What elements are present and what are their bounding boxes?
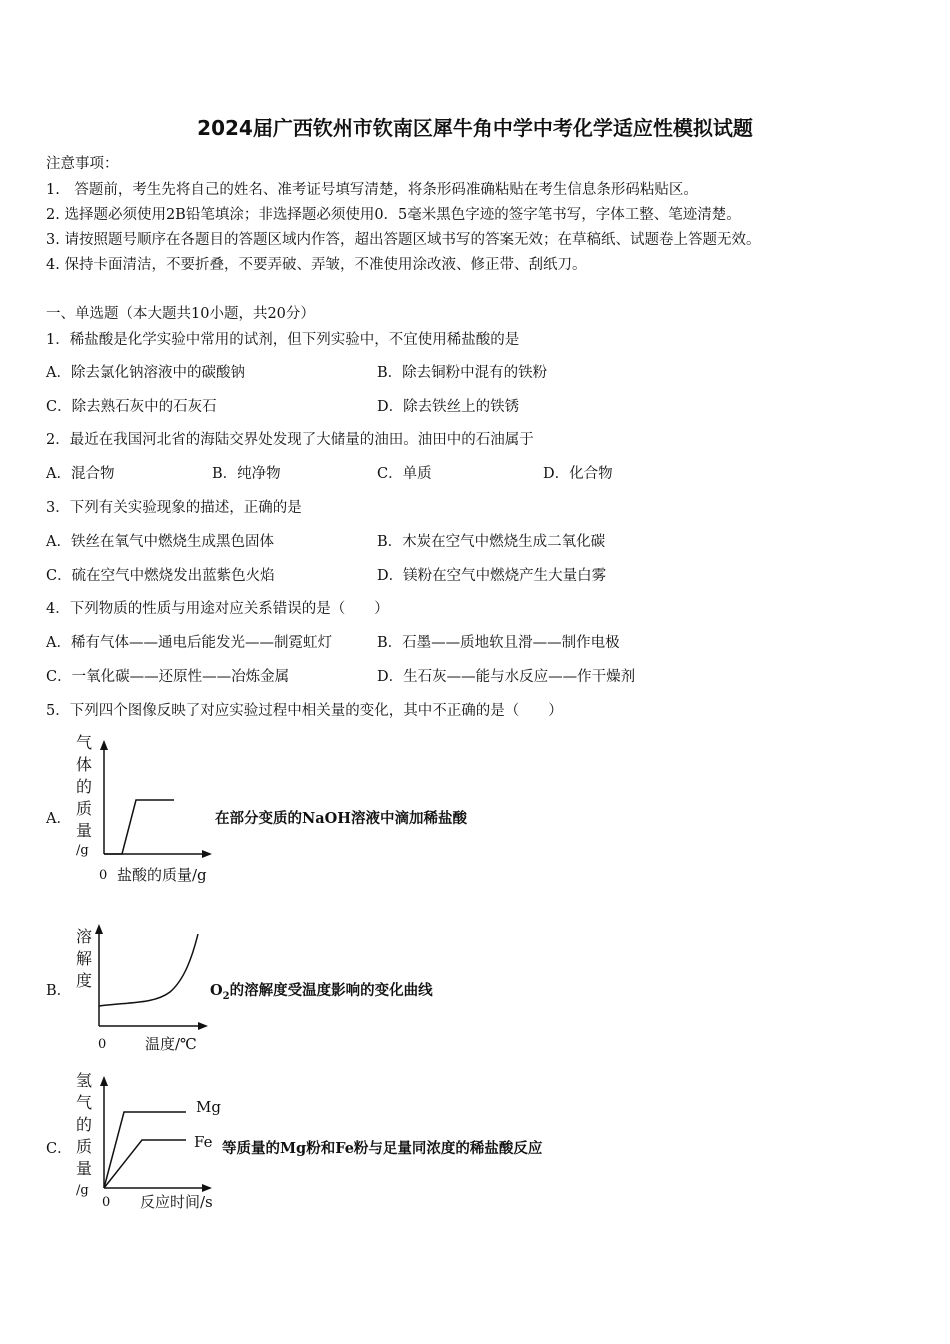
option: A．铁丝在氧气中燃烧生成黑色固体 — [46, 534, 274, 550]
graph-a-label: A． — [46, 811, 71, 827]
option: B．石墨——质地软且滑——制作电极 — [377, 635, 620, 651]
graph-b-ylabel-char: 溶 — [76, 927, 93, 946]
graph-a-ylabel-char: 质 — [76, 799, 93, 818]
option: D．除去铁丝上的铁锈 — [377, 399, 520, 415]
graph-a-curve — [104, 800, 174, 854]
notice-item: 4. 保持卡面清洁，不要折叠，不要弄破、弄皱，不准使用涂改液、修正带、刮纸刀。 — [46, 257, 587, 273]
option: B．纯净物 — [212, 466, 281, 482]
graph-b-description — [210, 979, 433, 1002]
graph-a-x-arrow — [202, 850, 212, 858]
graph-c-series-label-fe: Fe — [194, 1133, 213, 1151]
graph-a — [70, 728, 230, 888]
option: A．除去氯化钠溶液中的碳酸钠 — [46, 365, 245, 381]
graph-a-xlabel: 盐酸的质量/g — [117, 866, 207, 884]
graph-a-ylabel-char: 的 — [76, 777, 93, 796]
graph-b-desc-sub: 2 — [222, 990, 230, 1002]
page-title: 2024届广西钦州市钦南区犀牛角中学中考化学适应性模拟试题 — [197, 116, 753, 140]
graph-b-curve — [99, 934, 198, 1006]
option: A．混合物 — [46, 466, 115, 482]
notice-item: 3. 请按照题号顺序在各题目的答题区域内作答，超出答题区域书写的答案无效；在草稿纸、试题卷上答题无效。 — [46, 232, 761, 248]
question-stem: 1．稀盐酸是化学实验中常用的试剂，但下列实验中，不宜使用稀盐酸的是 — [46, 332, 520, 348]
graph-b-ylabel-char: 度 — [76, 971, 93, 990]
option: D．化合物 — [543, 466, 613, 482]
graph-b-y-arrow — [95, 924, 103, 934]
graph-c-curve-fe — [104, 1140, 186, 1188]
graph-a-ylabel-char: /g — [76, 843, 89, 858]
graph-b-desc-rest: 的溶解度受温度影响的变化曲线 — [229, 982, 433, 999]
question-stem: 5．下列四个图像反映了对应实验过程中相关量的变化，其中不正确的是（ ） — [46, 703, 563, 719]
graph-b-label: B． — [46, 983, 72, 999]
graph-c-label: C． — [46, 1141, 72, 1157]
notice-item: 1. 答题前，考生先将自己的姓名、准考证号填写清楚，将条形码准确粘贴在考生信息条形码粘贴区。 — [46, 182, 698, 198]
question-stem: 2．最近在我国河北省的海陆交界处发现了大储量的油田。油田中的石油属于 — [46, 432, 534, 448]
graph-a-y-arrow — [100, 740, 108, 750]
option: C．除去熟石灰中的石灰石 — [46, 399, 217, 415]
option: B．木炭在空气中燃烧生成二氧化碳 — [377, 534, 606, 550]
graph-c-y-arrow — [100, 1076, 108, 1086]
graph-a-ylabel-char: 量 — [76, 821, 93, 840]
graph-c-ylabel-char: 的 — [76, 1115, 93, 1134]
graph-c-xlabel: 反应时间/s — [140, 1193, 213, 1211]
notice-item: 2. 选择题必须使用2B铅笔填涂；非选择题必须使用0．5毫米黑色字迹的签字笔书写，字体工整、笔迹清楚。 — [46, 207, 741, 223]
graph-c-x-arrow — [202, 1184, 212, 1192]
option: D．镁粉在空气中燃烧产生大量白雾 — [377, 568, 607, 584]
graph-c-ylabel-char: /g — [76, 1183, 89, 1198]
notice-heading: 注意事项： — [46, 156, 119, 172]
graph-b-x-arrow — [198, 1022, 208, 1030]
graph-b-xlabel: 温度/℃ — [145, 1035, 197, 1053]
graph-c-ylabel-char: 氢 — [76, 1071, 93, 1090]
graph-c-description: 等质量的Mg粉和Fe粉与足量同浓度的稀盐酸反应 — [222, 1140, 543, 1157]
graph-c-ylabel-char: 质 — [76, 1137, 93, 1156]
graph-b-desc-o: O — [210, 982, 223, 999]
option: C．硫在空气中燃烧发出蓝紫色火焰 — [46, 568, 275, 584]
option: B．除去铜粉中混有的铁粉 — [377, 365, 548, 381]
option: A．稀有气体——通电后能发光——制霓虹灯 — [46, 635, 332, 651]
graph-c-origin: 0 — [102, 1195, 111, 1210]
question-stem: 4．下列物质的性质与用途对应关系错误的是（ ） — [46, 601, 389, 617]
graph-c-curve-mg — [104, 1112, 186, 1188]
graph-a-description: 在部分变质的NaOH溶液中滴加稀盐酸 — [215, 810, 467, 827]
question-stem: 3．下列有关实验现象的描述，正确的是 — [46, 500, 302, 516]
graph-a-ylabel-char: 气 — [76, 733, 93, 752]
graph-c-ylabel-char: 气 — [76, 1093, 93, 1112]
graph-b — [70, 918, 220, 1058]
graph-b-origin: 0 — [98, 1037, 107, 1052]
graph-a-ylabel-char: 体 — [76, 755, 93, 774]
option: C．单质 — [377, 466, 432, 482]
graph-a-origin: 0 — [99, 868, 108, 883]
graph-c-series-label-mg: Mg — [196, 1098, 221, 1116]
graph-c-ylabel-char: 量 — [76, 1159, 93, 1178]
option: D．生石灰——能与水反应——作干燥剂 — [377, 669, 636, 685]
graph-b-ylabel-char: 解 — [76, 949, 93, 968]
graph-c — [70, 1064, 230, 1214]
section-heading: 一、单选题（本大题共10小题，共20分） — [46, 306, 315, 322]
option: C．一氧化碳——还原性——冶炼金属 — [46, 669, 290, 685]
